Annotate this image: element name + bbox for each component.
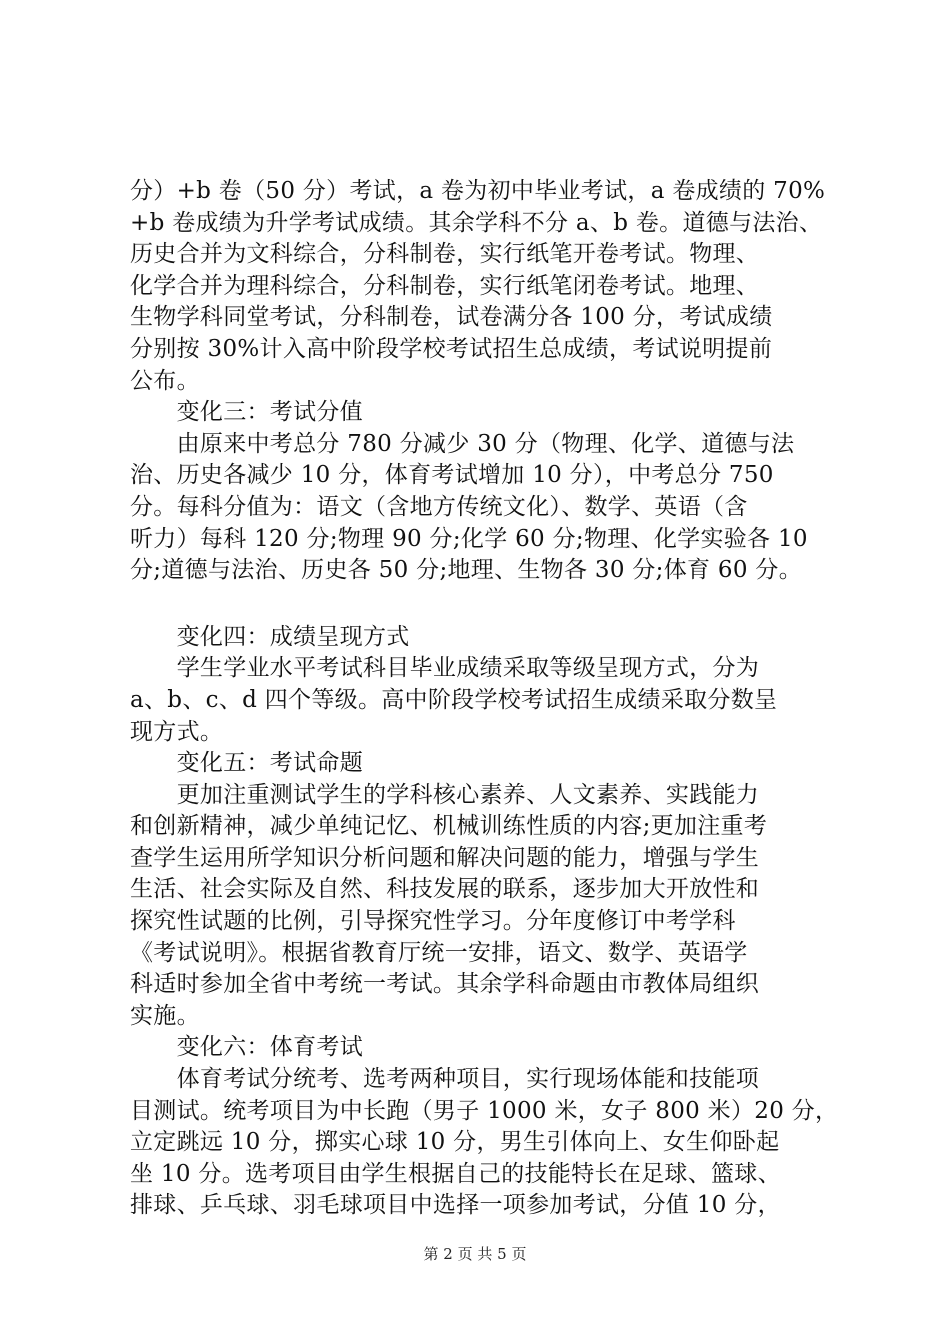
text-line: 分。每科分值为：语文（含地方传统文化）、数学、英语（含: [130, 493, 748, 520]
text-line: 科适时参加全省中考统一考试。其余学科命题由市教体局组织: [130, 971, 760, 998]
text-line: 学生学业水平考试科目毕业成绩采取等级呈现方式，分为: [130, 655, 760, 682]
text-line: 体育考试分统考、选考两种项目，实行现场体能和技能项: [130, 1066, 760, 1093]
text-line: 分别按 30%计入高中阶段学校考试招生总成绩，考试说明提前: [130, 335, 773, 362]
text-line: 排球、乒乓球、羽毛球项目中选择一项参加考试，分值 10 分，: [130, 1192, 781, 1219]
text-line: 查学生运用所学知识分析问题和解决问题的能力，增强与学生: [130, 844, 760, 871]
text-line: 公布。: [130, 367, 200, 394]
text-line: 生物学科同堂考试，分科制卷，试卷满分各 100 分，考试成绩: [130, 304, 773, 331]
text-line: 和创新精神，减少单纯记忆、机械训练性质的内容;更加注重考: [130, 813, 768, 840]
text-line: +b 卷成绩为升学考试成绩。其余学科不分 a、b 卷。道德与法治、: [130, 209, 823, 236]
paragraph-gap: [130, 587, 840, 622]
page-number-footer: 第 2 页 共 5 页: [423, 1245, 527, 1263]
text-line: 坐 10 分。选考项目由学生根据自己的技能特长在足球、篮球、: [130, 1160, 781, 1187]
text-line: 目测试。统考项目为中长跑（男子 1000 米，女子 800 米）20 分，: [130, 1097, 839, 1124]
text-line: 《考试说明》。根据省教育厅统一安排，语文、数学、英语学: [130, 939, 748, 966]
text-line: 历史合并为文科综合，分科制卷，实行纸笔开卷考试。物理、: [130, 241, 760, 268]
text-line: 生活、社会实际及自然、科技发展的联系，逐步加大开放性和: [130, 876, 760, 903]
text-line: 更加注重测试学生的学科核心素养、人文素养、实践能力: [130, 781, 760, 808]
text-line: 立定跳远 10 分，掷实心球 10 分，男生引体向上、女生仰卧起: [130, 1129, 780, 1156]
section-heading: 变化五：考试命题: [130, 750, 363, 777]
document-body: [130, 176, 840, 1222]
text-line: 由原来中考总分 780 分减少 30 分（物理、化学、道德与法: [130, 430, 795, 457]
text-line: 治、历史各减少 10 分，体育考试增加 10 分），中考总分 750: [130, 462, 774, 489]
section-heading: 变化三：考试分值: [130, 399, 363, 426]
text-line: 探究性试题的比例，引导探究性学习。分年度修订中考学科: [130, 908, 736, 935]
text-line: a、b、c、d 四个等级。高中阶段学校考试招生成绩采取分数呈: [130, 686, 778, 713]
text-line: 实施。: [130, 1002, 200, 1029]
text-line: 化学合并为理科综合，分科制卷，实行纸笔闭卷考试。地理、: [130, 272, 760, 299]
text-line: 现方式。: [130, 718, 224, 745]
text-line: 分）+b 卷（50 分）考试，a 卷为初中毕业考试，a 卷成绩的 70%: [130, 178, 826, 204]
section-heading: 变化四：成绩呈现方式: [130, 623, 410, 650]
text-line: 听力）每科 120 分;物理 90 分;化学 60 分;物理、化学实验各 10: [130, 525, 808, 552]
section-heading: 变化六：体育考试: [130, 1034, 363, 1061]
text-line: 分;道德与法治、历史各 50 分;地理、生物各 30 分;体育 60 分。: [130, 557, 803, 584]
